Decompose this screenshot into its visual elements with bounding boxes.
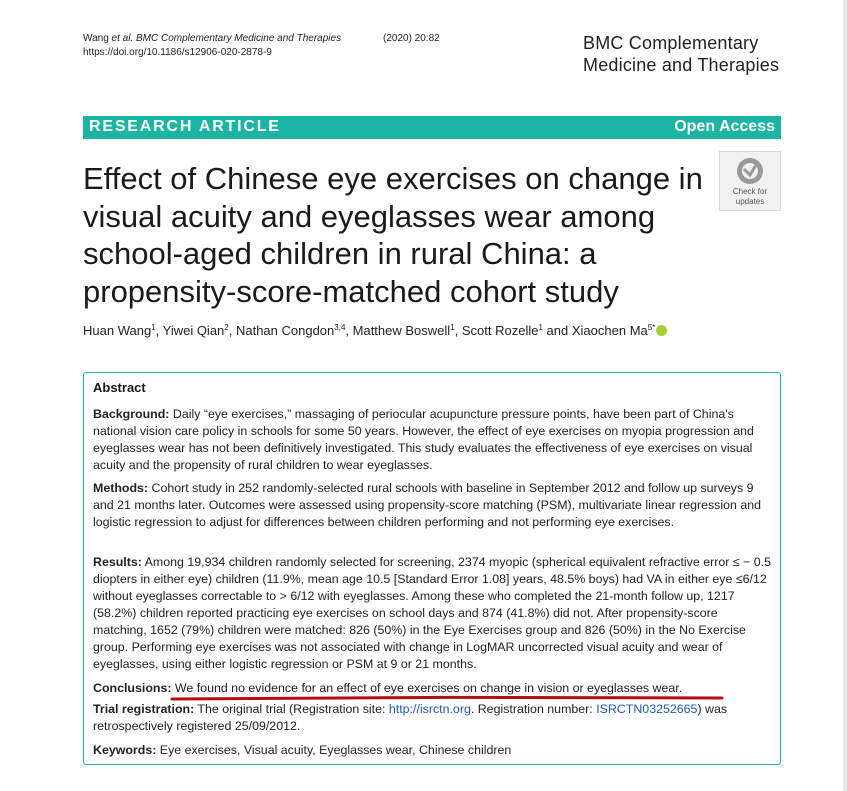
results-text: Among 19,934 children randomly selected for screening, 2374 myopic (spherical equivalent refractive error ≤ − 0.5 diopters in either eye) children (11.9%, mean age 10.5 [Standard Error 1.08] years, 48.5% boys) had VA in either eye ≤6/12 without eyeglasses correctable to > 6/12 with eyeglasses. Among these who completed the 21-month follow up, 1217 (58.2%) children reported practicing eye exercises on school days and 874 (41.8%) did not. After propensity-score matching, 1652 (79%) children were matched: 826 (50%) in the Eye Exercises group and 826 (50%) in the No Exercise group. Performing eye exercises was not associated with change in LogMAR uncorrected visual acuity and wear of eyeglasses, using either logistic regression or PSM at 9 or 21 months. [93,555,771,671]
trial-label: Trial registration: [93,702,195,716]
author-name[interactable]: Scott Rozelle [461,323,539,338]
trial-text-2: . Registration number: [470,702,597,716]
abstract-heading: Abstract [93,380,146,395]
author-name[interactable]: Huan Wang [83,323,152,338]
abstract-results [93,554,771,673]
citation-year: (2020) 20:82 [383,33,440,44]
trial-text-3: ) was retrospectively registered 25/09/2012. [93,702,728,733]
check-for-updates-button[interactable] [719,151,781,211]
article-title: Effect of Chinese eye exercises on change in visual acuity and eyeglasses wear among school-aged children in rural China: a propensity-score-matched cohort study [83,161,703,309]
author-name[interactable]: Nathan Congdon [235,323,335,338]
check-label-1: Check for [732,187,768,196]
author-name[interactable]: Xiaochen Ma [571,323,648,338]
author-affiliation: 1 [450,323,455,332]
brand-line-2: Medicine and Therapies [583,55,780,75]
keywords-text: Eye exercises, Visual acuity, Eyeglasses wear, Chinese children [156,743,512,757]
doi-link[interactable]: https://doi.org/10.1186/s12906-020-2878-9 [83,47,272,58]
author-affiliation: 2 [224,323,229,332]
results-label: Results: [93,555,142,569]
background-label: Background: [93,407,170,421]
conclusions-text: We found no evidence for an effect of eye exercises on change in vision or eyeglasses wear. [171,681,683,695]
abstract-methods [93,480,771,531]
author-list: Huan Wang$^1$, Yiwei Qian$^2$, Nathan Congdon$^{3,4}$, Matthew Boswell$^1$, Scott Rozelle$^1$ and Xiaochen $Ma^{5*}$ [83,322,667,340]
citation-journal: BMC Complementary Medicine and Therapies [133,33,342,44]
author-affiliation: 5* [647,323,656,332]
author-affiliation: 1 [151,323,156,332]
abstract-keywords [93,742,771,759]
abstract-background [93,406,771,474]
orcid-icon[interactable] [656,325,667,336]
citation-etal: et al. [111,33,134,44]
scroll-edge [843,0,847,791]
citation-line [83,32,440,46]
conclusions-label: Conclusions: [93,681,172,695]
check-for-updates-icon [735,156,765,186]
article-type-band [83,116,781,139]
methods-text: Cohort study in 252 randomly-selected rural schools with baseline in September 2012 and follow up surveys 9 and 21 months later. Outcomes were assessed using propensity-score matching (PSM), multivariate linear regression and logistic regression to adjust for differences between children performing and not performing eye exercises. [93,481,762,529]
check-label-2: updates [735,197,765,206]
author-name[interactable]: Yiwei Qian [162,323,225,338]
abstract-trial-registration [93,701,771,735]
background-text: Daily “eye exercises,” massaging of periocular acupuncture pressure points, have been part of China's national vision care policy in schools for some 50 years. However, the effect of eye exercises on myopia progression and eyeglasses wear has not been definitively investigated. This study evaluates the effectiveness of eye exercises on visual acuity and the propensity of rural children to wear eyeglasses. [93,407,754,472]
citation-authors: Wang [83,33,112,44]
author-name[interactable]: Matthew Boswell [352,323,451,338]
trial-text-1: The original trial (Registration site: [194,702,389,716]
authors-conjunction: and [546,323,569,338]
brand-line-1: BMC Complementary [583,33,759,53]
citation-header [83,32,440,60]
author-affiliation: 1 [538,323,543,332]
journal-brand [583,32,779,76]
methods-label: Methods: [93,481,149,495]
author-affiliation: 3,4 [334,323,346,332]
abstract-box [83,372,781,765]
registration-number-link[interactable]: ISRCTN03252665 [596,702,698,716]
conclusions-underline-annotation [170,694,725,704]
article-type: RESEARCH ARTICLE [89,118,281,135]
open-access-label: Open Access [674,118,775,135]
keywords-label: Keywords: [93,743,157,757]
registration-site-link[interactable]: http://isrctn.org [388,702,471,716]
